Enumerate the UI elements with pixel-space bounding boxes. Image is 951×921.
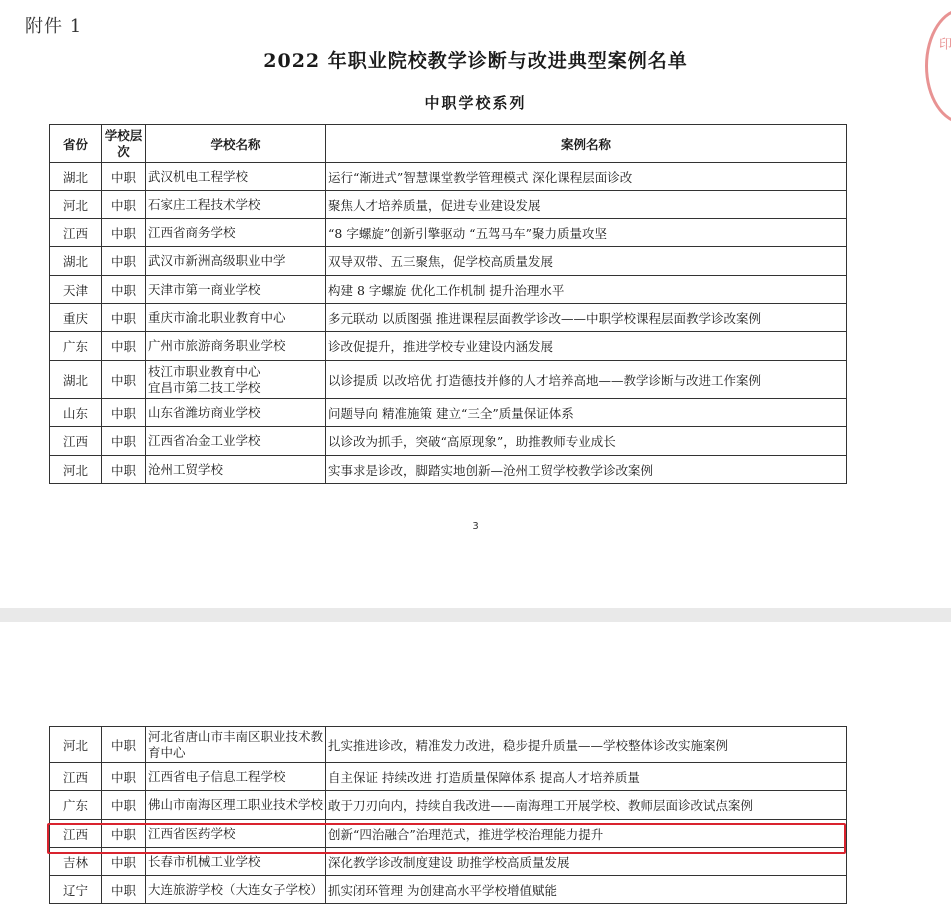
cell-level: 中职 — [102, 763, 146, 791]
cell-school-name: 石家庄工程技术学校 — [146, 191, 326, 219]
cell-case-name: 敢于刀刃向内，持续自我改进——南海理工开展学校、教师层面诊改试点案例 — [326, 791, 847, 820]
cell-level: 中职 — [102, 848, 146, 876]
cell-level: 中职 — [102, 361, 146, 399]
cell-case-name: 问题导向 精准施策 建立“三全”质量保证体系 — [326, 399, 847, 427]
cell-level: 中职 — [102, 456, 146, 484]
header-level: 学校层次 — [102, 125, 146, 163]
table-row — [50, 191, 847, 219]
cell-level: 中职 — [102, 791, 146, 820]
cell-school-name: 重庆市渝北职业教育中心 — [146, 304, 326, 332]
cell-province: 湖北 — [50, 361, 102, 399]
page-number: 3 — [472, 521, 479, 532]
cell-case-name: 聚焦人才培养质量，促进专业建设发展 — [326, 191, 847, 219]
cell-level: 中职 — [102, 219, 146, 247]
cell-school-name: 武汉市新洲高级职业中学 — [146, 247, 326, 276]
cell-school-name: 沧州工贸学校 — [146, 456, 326, 484]
cell-province: 湖北 — [50, 163, 102, 191]
table-row — [50, 848, 847, 876]
cell-school-name: 江西省冶金工业学校 — [146, 427, 326, 456]
cell-school-name: 天津市第一商业学校 — [146, 276, 326, 304]
cell-province: 湖北 — [50, 247, 102, 276]
cell-level: 中职 — [102, 276, 146, 304]
document-title: 2022 年职业院校教学诊断与改进典型案例名单 — [263, 50, 688, 72]
table-row — [50, 276, 847, 304]
header-province: 省份 — [50, 125, 102, 163]
cell-level: 中职 — [102, 163, 146, 191]
cell-school-name: 武汉机电工程学校 — [146, 163, 326, 191]
cell-case-name: 双导双带、五三聚焦，促学校高质量发展 — [326, 247, 847, 276]
cell-level: 中职 — [102, 332, 146, 361]
header-school: 学校名称 — [146, 125, 326, 163]
table-row — [50, 361, 847, 399]
cell-case-name: 以诊提质 以改培优 打造德技并修的人才培养高地——教学诊断与改进工作案例 — [326, 361, 847, 399]
case-list-table-page-1 — [49, 124, 847, 484]
cell-province: 辽宁 — [50, 876, 102, 904]
cell-school-name: 江西省医药学校 — [146, 820, 326, 848]
cell-school-name: 河北省唐山市丰南区职业技术教育中心 — [146, 727, 326, 763]
cell-province: 河北 — [50, 456, 102, 484]
cell-school-name: 广州市旅游商务职业学校 — [146, 332, 326, 361]
cell-level: 中职 — [102, 820, 146, 848]
cell-province: 江西 — [50, 763, 102, 791]
table-row — [50, 332, 847, 361]
cell-level: 中职 — [102, 304, 146, 332]
table-row — [50, 763, 847, 791]
cell-case-name: 运行“渐进式”智慧课堂教学管理模式 深化课程层面诊改 — [326, 163, 847, 191]
cell-school-name: 佛山市南海区理工职业技术学校 — [146, 791, 326, 820]
attachment-label: 附件 1 — [25, 16, 83, 37]
cell-case-name: 以诊改为抓手，突破“高原现象”，助推教师专业成长 — [326, 427, 847, 456]
cell-province: 江西 — [50, 820, 102, 848]
cell-case-name: 构建 8 字螺旋 优化工作机制 提升治理水平 — [326, 276, 847, 304]
table-row — [50, 399, 847, 427]
cell-case-name: 诊改促提升，推进学校专业建设内涵发展 — [326, 332, 847, 361]
table-row — [50, 820, 847, 848]
cell-school-name: 长春市机械工业学校 — [146, 848, 326, 876]
cell-level: 中职 — [102, 399, 146, 427]
cell-level: 中职 — [102, 427, 146, 456]
seal-text: 印 — [936, 37, 951, 50]
cell-level: 中职 — [102, 876, 146, 904]
cell-province: 河北 — [50, 727, 102, 763]
table-row — [50, 247, 847, 276]
cell-school-name: 大连旅游学校（大连女子学校） — [146, 876, 326, 904]
cell-case-name: 实事求是诊改，脚踏实地创新—沧州工贸学校教学诊改案例 — [326, 456, 847, 484]
cell-case-name: 扎实推进诊改，精准发力改进，稳步提升质量——学校整体诊改实施案例 — [326, 727, 847, 763]
cell-province: 广东 — [50, 791, 102, 820]
table-row — [50, 727, 847, 763]
cell-case-name: “8 字螺旋”创新引擎驱动 “五驾马车”聚力质量攻坚 — [326, 219, 847, 247]
cell-case-name: 多元联动 以质图强 推进课程层面教学诊改——中职学校课程层面教学诊改案例 — [326, 304, 847, 332]
cell-case-name: 抓实闭环管理 为创建高水平学校增值赋能 — [326, 876, 847, 904]
cell-case-name: 创新“四治融合”治理范式，推进学校治理能力提升 — [326, 820, 847, 848]
cell-province: 重庆 — [50, 304, 102, 332]
case-list-table-page-2 — [49, 726, 847, 904]
table-row — [50, 304, 847, 332]
table-row — [50, 791, 847, 820]
cell-school-name: 江西省电子信息工程学校 — [146, 763, 326, 791]
header-case: 案例名称 — [326, 125, 847, 163]
cell-province: 天津 — [50, 276, 102, 304]
cell-level: 中职 — [102, 727, 146, 763]
cell-province: 山东 — [50, 399, 102, 427]
cell-province: 吉林 — [50, 848, 102, 876]
cell-province: 广东 — [50, 332, 102, 361]
cell-province: 江西 — [50, 427, 102, 456]
cell-school-name: 枝江市职业教育中心 宜昌市第二技工学校 — [146, 361, 326, 399]
page-gap-divider — [0, 608, 951, 622]
cell-level: 中职 — [102, 247, 146, 276]
table-row — [50, 219, 847, 247]
cell-school-name: 江西省商务学校 — [146, 219, 326, 247]
cell-province: 江西 — [50, 219, 102, 247]
document-subtitle: 中职学校系列 — [424, 94, 527, 112]
table-header-row — [50, 125, 847, 163]
cell-case-name: 自主保证 持续改进 打造质量保障体系 提高人才培养质量 — [326, 763, 847, 791]
table-row — [50, 163, 847, 191]
cell-province: 河北 — [50, 191, 102, 219]
table-row — [50, 456, 847, 484]
cell-level: 中职 — [102, 191, 146, 219]
table-row — [50, 876, 847, 904]
cell-case-name: 深化教学诊改制度建设 助推学校高质量发展 — [326, 848, 847, 876]
table-row — [50, 427, 847, 456]
cell-school-name: 山东省潍坊商业学校 — [146, 399, 326, 427]
